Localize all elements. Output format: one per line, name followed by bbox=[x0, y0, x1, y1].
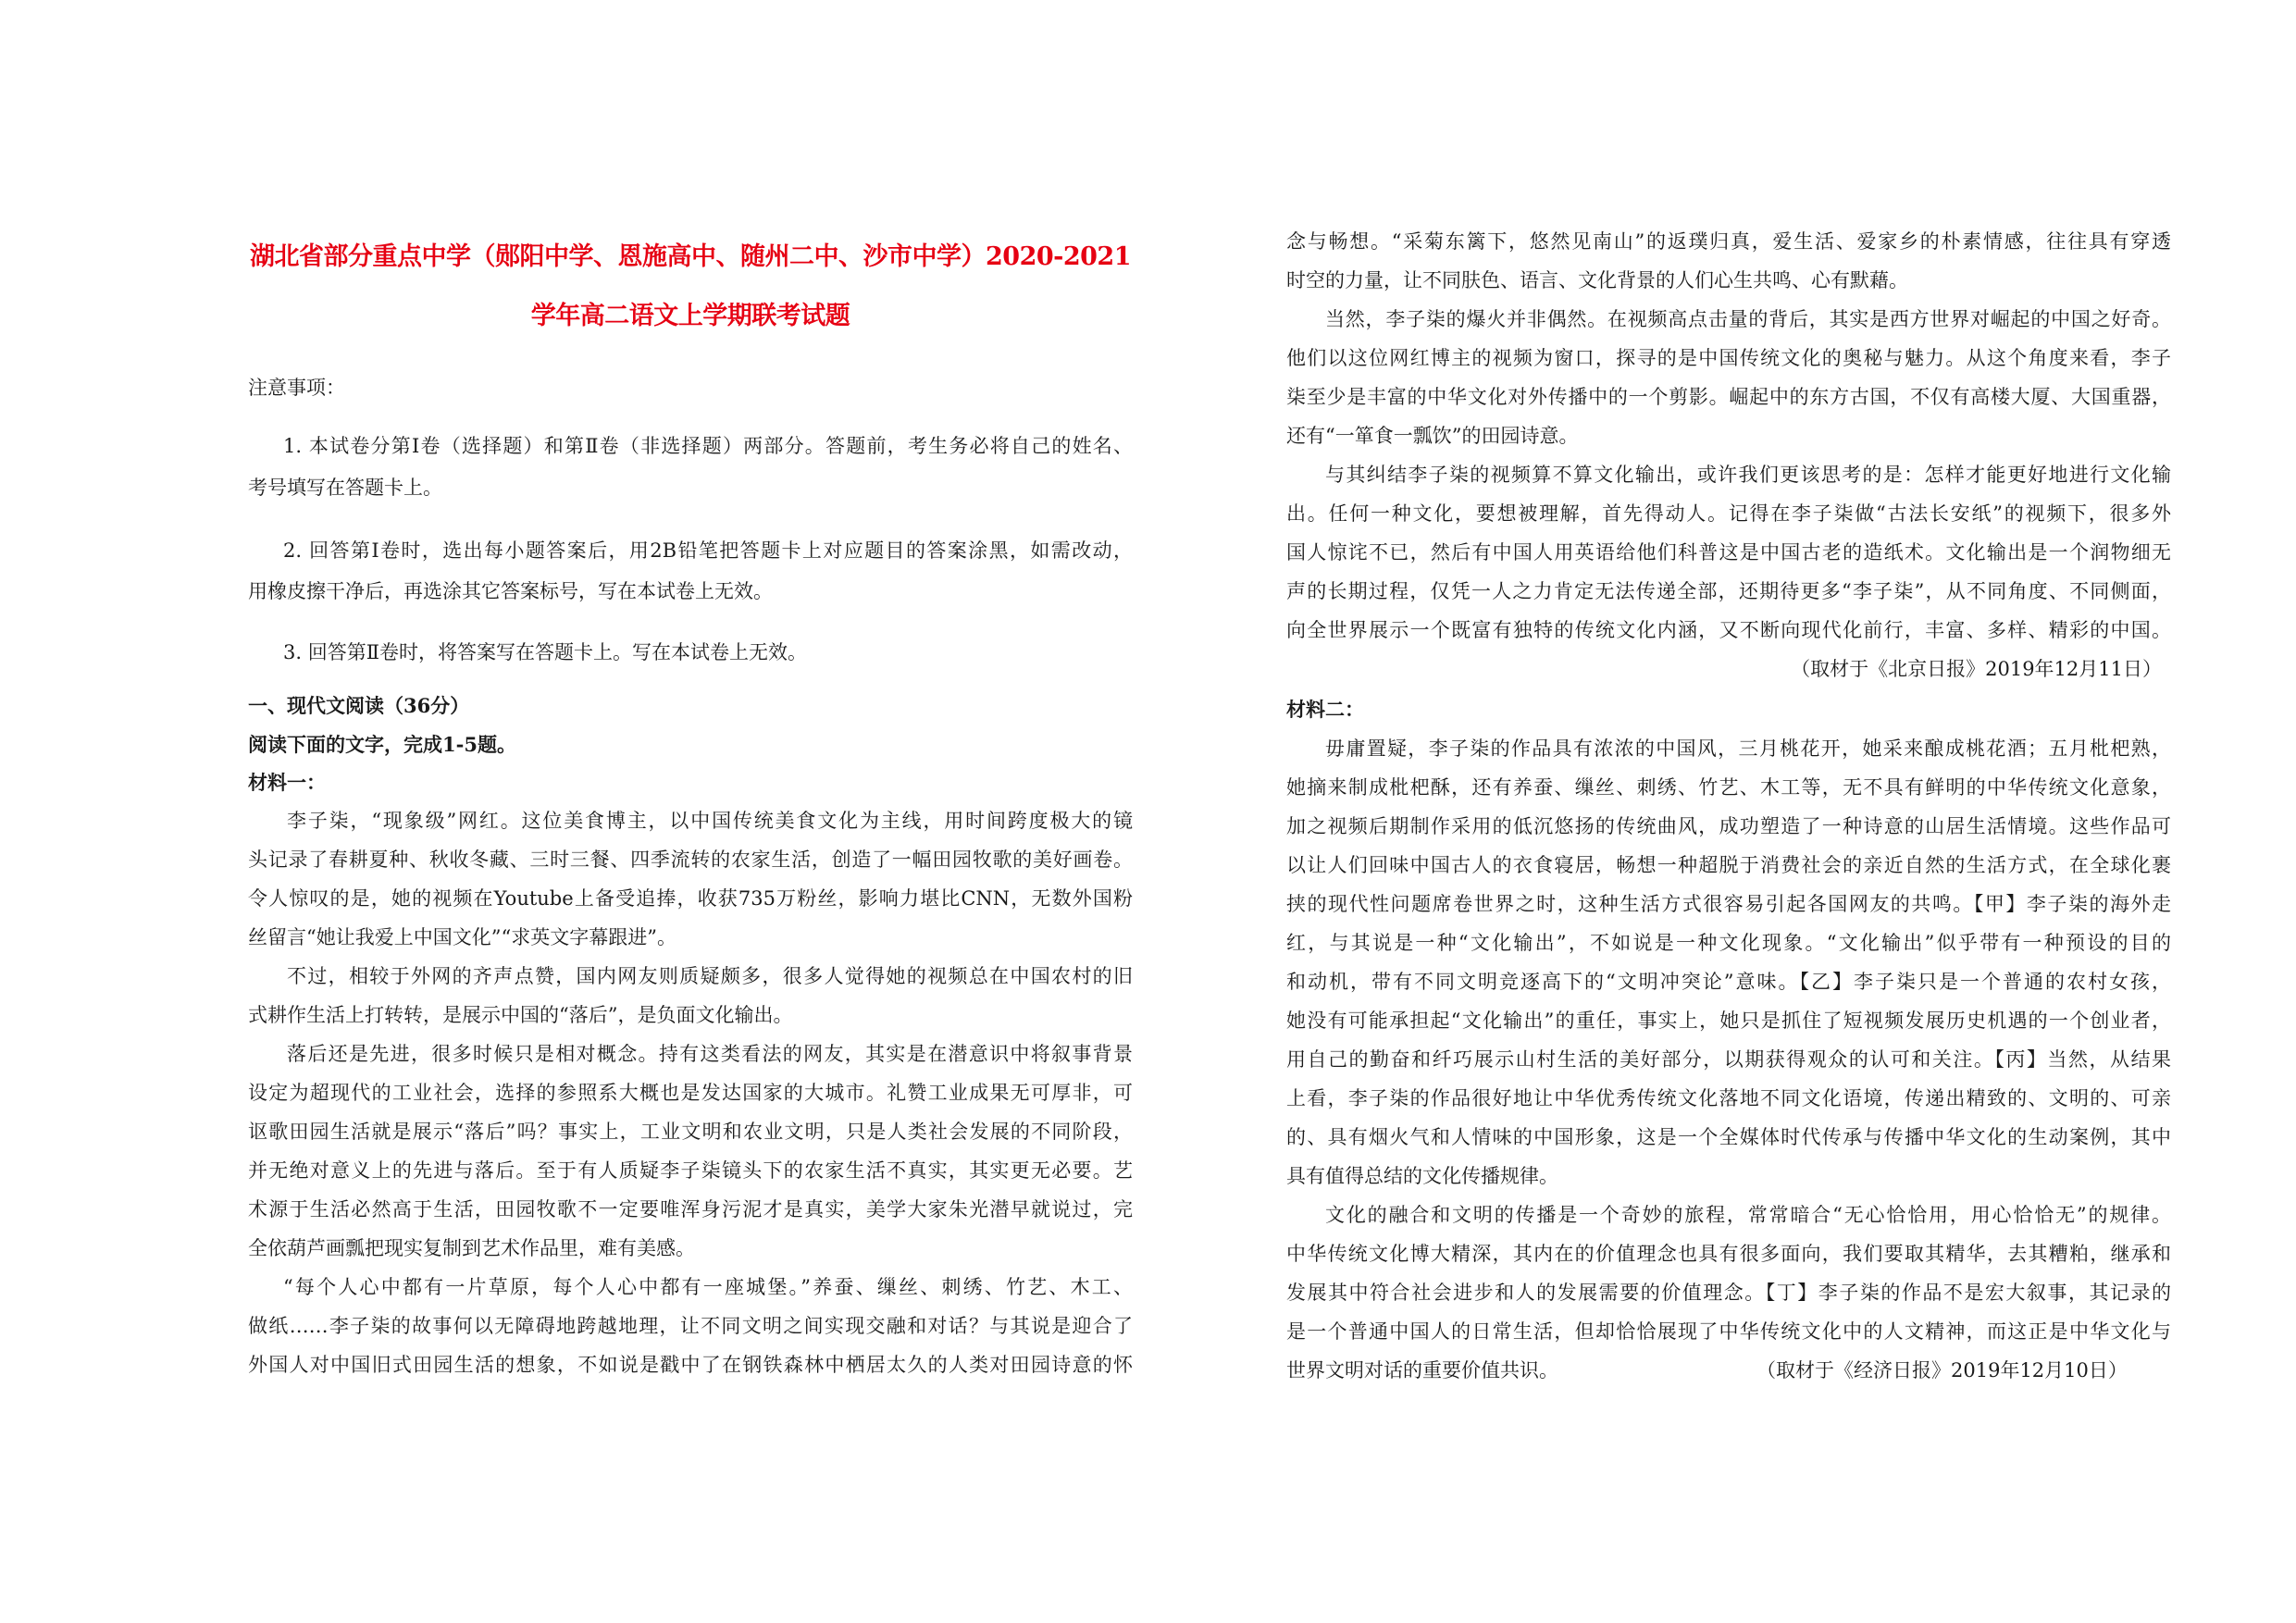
note-item-2-line-2: 用橡皮擦干净后，再选涂其它答案标号，写在本试卷上无效。 bbox=[248, 580, 773, 602]
section-instruction: 阅读下面的文字，完成1-5题。 bbox=[248, 733, 516, 756]
right-text-line: 当然，李子柒的爆火并非偶然。在视频高点击量的背后，其实是西方世界对崛起的中国之好奇。 bbox=[1325, 308, 2171, 330]
source-citation-2: （取材于《经济日报》2019年12月10日） bbox=[1756, 1359, 2128, 1381]
right-text-line: 出。任何一种文化，要想被理解，首先得动人。记得在李子柒做“古法长安纸”的视频下，很多外 bbox=[1286, 502, 2171, 525]
right-text-line: 世界文明对话的重要价值共识。 bbox=[1286, 1359, 1558, 1381]
left-text-line: 外国人对中国旧式田园生活的想象，不如说是戳中了在钢铁森林中栖居太久的人类对田园诗意的怀 bbox=[248, 1354, 1133, 1376]
left-text-line: 不过，相较于外网的齐声点赞，国内网友则质疑颇多，很多人觉得她的视频总在中国农村的旧 bbox=[287, 965, 1133, 987]
right-text-line: 是一个普通中国人的日常生活，但却恰恰展现了中华传统文化中的人文精神，而这正是中华文化与 bbox=[1286, 1320, 2171, 1343]
right-text-line: 念与畅想。“采菊东篱下，悠然见南山”的返璞归真，爱生活、爱家乡的朴素情感，往往具有穿透 bbox=[1286, 230, 2171, 253]
exam-title-line-2: 学年高二语文上学期联考试题 bbox=[530, 302, 850, 330]
right-text-line: 用自己的勤奋和纤巧展示山村生活的美好部分，以期获得观众的认可和关注。【丙】当然，从结果 bbox=[1286, 1048, 2171, 1071]
right-text-line: 与其纠结李子柒的视频算不算文化输出，或许我们更该思考的是：怎样才能更好地进行文化输 bbox=[1325, 464, 2171, 486]
right-text-line: 上看，李子柒的作品很好地让中华优秀传统文化落地不同文化语境，传递出精致的、文明的、可亲 bbox=[1286, 1087, 2171, 1109]
right-text-line: 挟的现代性问题席卷世界之时，这种生活方式很容易引起各国网友的共鸣。【甲】李子柒的海外走 bbox=[1286, 893, 2171, 915]
left-text-line: 丝留言“她让我爱上中国文化”“求英文字幕跟进”。 bbox=[248, 926, 676, 948]
left-text-line: 全依葫芦画瓢把现实复制到艺术作品里，难有美感。 bbox=[248, 1237, 695, 1259]
right-text-line: 她摘来制成枇杷酥，还有养蚕、缫丝、刺绣、竹艺、木工等，无不具有鲜明的中华传统文化意象， bbox=[1286, 776, 2171, 799]
right-text-line: 国人惊诧不已，然后有中国人用英语给他们科普这是中国古老的造纸术。文化输出是一个润物细无 bbox=[1286, 541, 2171, 564]
right-text-line: 她没有可能承担起“文化输出”的重任，事实上，她只是抓住了短视频发展历史机遇的一个创业者， bbox=[1286, 1010, 2171, 1032]
right-text-line: 文化的融合和文明的传播是一个奇妙的旅程，常常暗合“无心恰恰用，用心恰恰无”的规律。 bbox=[1325, 1204, 2171, 1226]
right-text-line: 还有“一箪食一瓢饮”的田园诗意。 bbox=[1286, 425, 1579, 447]
right-text-line: 的、具有烟火气和人情味的中国形象，这是一个全媒体时代传承与传播中华文化的生动案例，其中 bbox=[1286, 1126, 2171, 1148]
right-text-line: 发展其中符合社会进步和人的发展需要的价值理念。【丁】李子柒的作品不是宏大叙事，其记录的 bbox=[1286, 1282, 2171, 1304]
right-text-line: 毋庸置疑，李子柒的作品具有浓浓的中国风，三月桃花开，她采来酿成桃花酒；五月枇杷熟， bbox=[1325, 737, 2171, 760]
material-1-label: 材料一： bbox=[248, 771, 326, 794]
left-text-line: 李子柒，“现象级”网红。这位美食博主，以中国传统美食文化为主线，用时间跨度极大的镜 bbox=[287, 810, 1133, 832]
left-text-line: 讴歌田园生活就是展示“落后”吗？事实上，工业文明和农业文明，只是人类社会发展的不同阶段， bbox=[248, 1121, 1133, 1143]
left-text-line: 术源于生活必然高于生活，田园牧歌不一定要唯浑身污泥才是真实，美学大家朱光潜早就说过，完 bbox=[248, 1198, 1133, 1220]
section-heading: 一、现代文阅读（36分） bbox=[248, 694, 470, 717]
right-text-line: 时空的力量，让不同肤色、语言、文化背景的人们心生共鸣、心有默藉。 bbox=[1286, 269, 1908, 291]
left-text-line: 式耕作生活上打转转，是展示中国的“落后”，是负面文化输出。 bbox=[248, 1004, 793, 1026]
left-text-line: 并无绝对意义上的先进与落后。至于有人质疑李子柒镜头下的农家生活不真实，其实更无必要。艺 bbox=[248, 1159, 1133, 1182]
left-text-line: 头记录了春耕夏种、秋收冬藏、三时三餐、四季流转的农家生活，创造了一幅田园牧歌的美好画卷。 bbox=[248, 849, 1133, 871]
note-item-2-line-1: 2. 回答第Ⅰ卷时，选出每小题答案后，用2B铅笔把答题卡上对应题目的答案涂黑，如需改动， bbox=[283, 539, 1133, 562]
left-text-line: “每个人心中都有一片草原，每个人心中都有一座城堡。”养蚕、缫丝、刺绣、竹艺、木工、 bbox=[283, 1276, 1133, 1298]
left-text-line: 做纸……李子柒的故事何以无障碍地跨越地理，让不同文明之间实现交融和对话？与其说是迎合了 bbox=[248, 1315, 1133, 1337]
right-text-line: 中华传统文化博大精深，其内在的价值理念也具有很多面向，我们要取其精华，去其糟粕，继承和 bbox=[1286, 1243, 2171, 1265]
note-item-1-line-1: 1. 本试卷分第Ⅰ卷（选择题）和第Ⅱ卷（非选择题）两部分。答题前，考生务必将自己的姓名、 bbox=[283, 435, 1133, 457]
right-text-line: 声的长期过程，仅凭一人之力肯定无法传递全部，还期待更多“李子柒”，从不同角度、不同侧面， bbox=[1286, 580, 2171, 602]
right-text-line: 柒至少是丰富的中华文化对外传播中的一个剪影。崛起中的东方古国，不仅有高楼大厦、大国重器， bbox=[1286, 386, 2171, 408]
right-text-line: 以让人们回味中国古人的衣食寝居，畅想一种超脱于消费社会的亲近自然的生活方式，在全球化裹 bbox=[1286, 854, 2171, 876]
left-text-line: 落后还是先进，很多时候只是相对概念。持有这类看法的网友，其实是在潜意识中将叙事背景 bbox=[287, 1043, 1133, 1065]
note-item-3: 3. 回答第Ⅱ卷时，将答案写在答题卡上。写在本试卷上无效。 bbox=[283, 641, 807, 663]
exam-title-line-1: 湖北省部分重点中学（郧阳中学、恩施高中、随州二中、沙市中学）2020-2021 bbox=[250, 242, 1131, 271]
source-citation-1: （取材于《北京日报》2019年12月11日） bbox=[1791, 658, 2162, 680]
right-text-line: 和动机，带有不同文明竞逐高下的“文明冲突论”意味。【乙】李子柒只是一个普通的农村女孩， bbox=[1286, 971, 2171, 993]
left-text-line: 设定为超现代的工业社会，选择的参照系大概也是发达国家的大城市。礼赞工业成果无可厚非，可 bbox=[248, 1082, 1133, 1104]
right-text-line: 向全世界展示一个既富有独特的传统文化内涵，又不断向现代化前行，丰富、多样、精彩的中国。 bbox=[1286, 619, 2171, 641]
right-text-line: 加之视频后期制作采用的低沉悠扬的传统曲风，成功塑造了一种诗意的山居生活情境。这些作品可 bbox=[1286, 815, 2171, 837]
right-text-line: 具有值得总结的文化传播规律。 bbox=[1286, 1165, 1558, 1187]
notes-heading: 注意事项： bbox=[248, 377, 345, 399]
right-text-line: 红，与其说是一种“文化输出”，不如说是一种文化现象。“文化输出”似乎带有一种预设的目的 bbox=[1286, 932, 2171, 954]
left-text-line: 令人惊叹的是，她的视频在Youtube上备受追捧，收获735万粉丝，影响力堪比CNN，无数外国粉 bbox=[248, 887, 1133, 910]
material-2-label: 材料二： bbox=[1286, 698, 1364, 721]
note-item-1-line-2: 考号填写在答题卡上。 bbox=[248, 477, 442, 499]
right-text-line: 他们以这位网红博主的视频为窗口，探寻的是中国传统文化的奥秘与魅力。从这个角度来看，李子 bbox=[1286, 347, 2171, 369]
